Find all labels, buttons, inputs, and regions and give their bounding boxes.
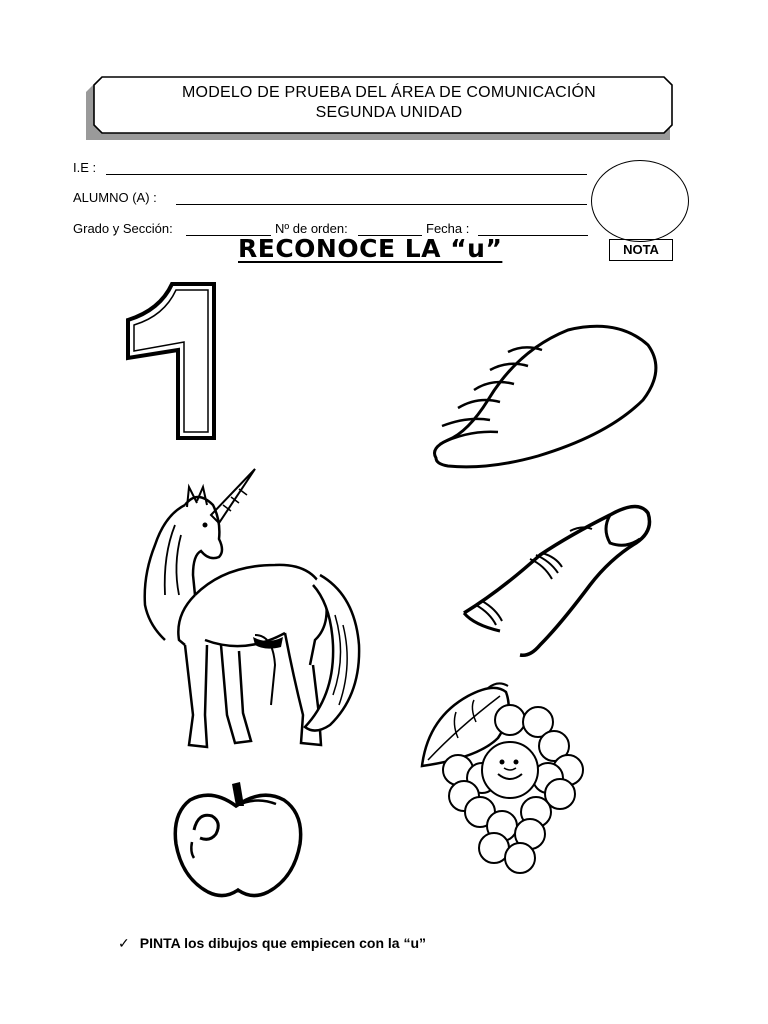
grapes-picture xyxy=(418,678,588,880)
page-title: RECONOCE LA “u” xyxy=(238,234,503,263)
check-icon: ✓ xyxy=(118,935,130,951)
ie-label: I.E : xyxy=(73,160,97,175)
bread-picture xyxy=(428,320,660,472)
ie-field[interactable] xyxy=(106,174,587,175)
apple-picture xyxy=(172,778,304,900)
nota-circle[interactable] xyxy=(591,160,689,242)
instruction-text: PINTA los dibujos que empiecen con la “u” xyxy=(139,935,426,951)
number-one-picture xyxy=(120,280,220,445)
header-title xyxy=(94,83,684,123)
finger-picture xyxy=(460,495,655,660)
fecha-label: Fecha : xyxy=(426,221,470,236)
header-line-1: MODELO DE PRUEBA DEL ÁREA DE COMUNICACIÓN xyxy=(182,84,596,101)
instruction xyxy=(118,935,426,952)
alumno-field[interactable] xyxy=(176,204,587,205)
grado-label: Grado y Sección: xyxy=(73,221,173,236)
unicorn-picture xyxy=(135,465,365,755)
orden-label: Nº de orden: xyxy=(275,221,348,236)
nota-label: NOTA xyxy=(609,239,673,261)
header-line-2: SEGUNDA UNIDAD xyxy=(315,104,463,121)
alumno-label: ALUMNO (A) : xyxy=(73,190,157,205)
